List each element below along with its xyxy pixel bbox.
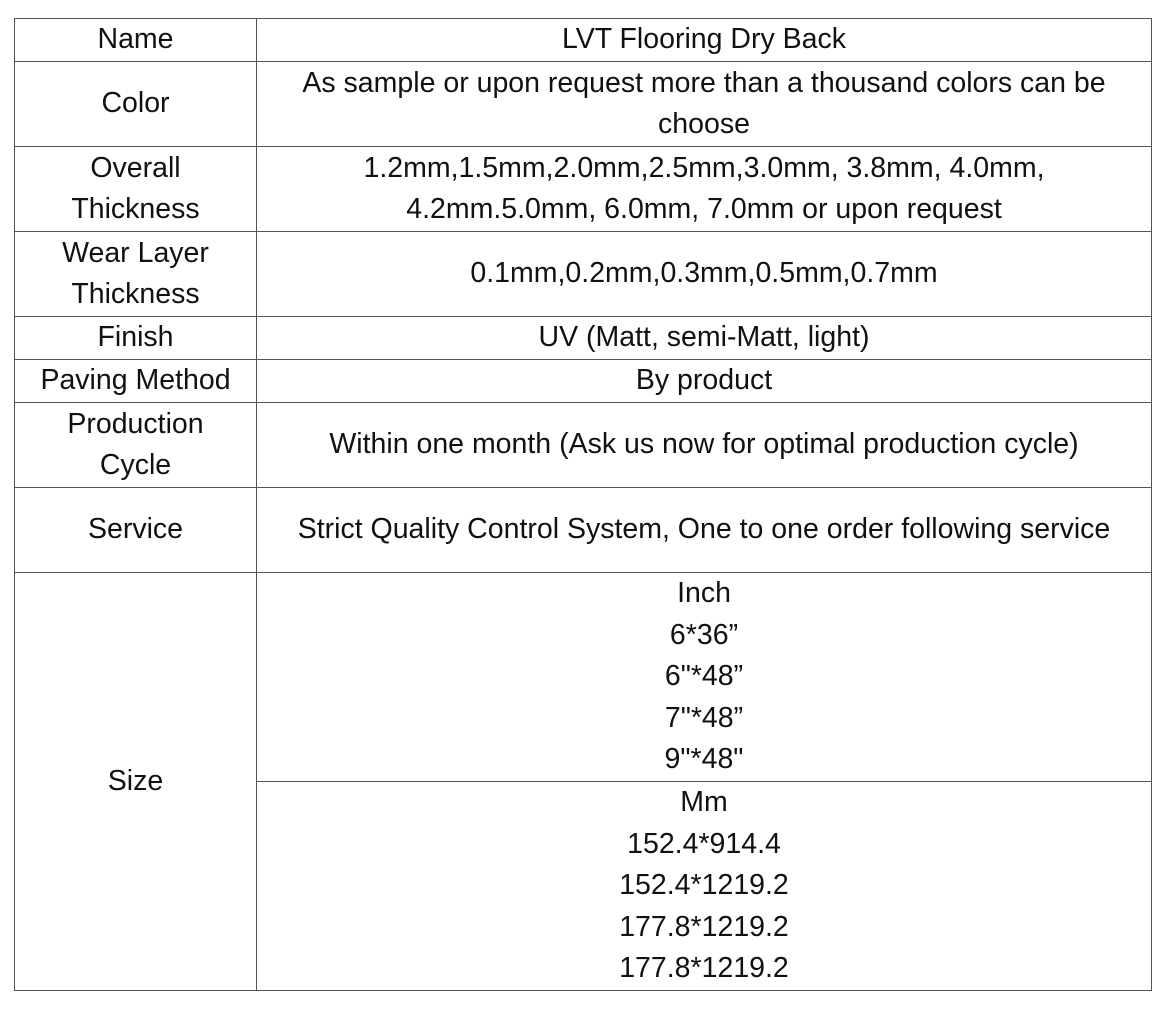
size-mm-cell [257, 782, 1152, 991]
size-value: 6"*48” [664, 660, 744, 693]
spec-value: 0.1mm,0.2mm,0.3mm,0.5mm,0.7mm [257, 232, 1152, 317]
spec-row-color [15, 62, 1152, 147]
size-value: 177.8*1219.2 [619, 952, 789, 985]
spec-label [15, 147, 257, 232]
spec-label: Finish [15, 317, 257, 360]
spec-value: UV (Matt, semi-Matt, light) [257, 317, 1152, 360]
spec-label-line: Production [67, 407, 204, 440]
spec-row-service [15, 488, 1152, 573]
spec-label: Service [15, 488, 257, 573]
spec-label-line: Wear Layer [62, 236, 209, 269]
size-value: 152.4*1219.2 [619, 869, 789, 902]
spec-value: By product [257, 360, 1152, 403]
spec-label-line: Cycle [99, 449, 172, 481]
spec-row-production-cycle [15, 403, 1152, 488]
size-value: 9"*48" [664, 743, 744, 776]
spec-label: Size [15, 573, 257, 991]
spec-value: Within one month (Ask us now for optimal production cycle) [257, 403, 1152, 488]
spec-label: Paving Method [15, 360, 257, 403]
spec-row-name [15, 19, 1152, 62]
spec-label: Color [15, 62, 257, 147]
spec-value: As sample or upon request more than a thousand colors can be choose [257, 62, 1152, 147]
spec-row-size-inch [15, 573, 1152, 782]
spec-row-wear-layer [15, 232, 1152, 317]
spec-label-line: Thickness [71, 193, 200, 225]
spec-value: LVT Flooring Dry Back [257, 19, 1152, 62]
size-value: 177.8*1219.2 [619, 910, 789, 943]
spec-value: Strict Quality Control System, One to one order following service [257, 488, 1152, 573]
size-heading: Inch [677, 577, 731, 610]
spec-row-paving-method [15, 360, 1152, 403]
spec-label-line: Thickness [71, 278, 200, 310]
size-value: 7"*48” [664, 701, 744, 734]
spec-label [15, 403, 257, 488]
spec-label-line: Overall [90, 151, 181, 184]
size-inch-cell [257, 573, 1152, 782]
size-value: 152.4*914.4 [627, 827, 781, 860]
spec-row-overall-thickness [15, 147, 1152, 232]
spec-label [15, 232, 257, 317]
size-heading: Mm [680, 786, 728, 819]
spec-value: 1.2mm,1.5mm,2.0mm,2.5mm,3.0mm, 3.8mm, 4.0mm, 4.2mm.5.0mm, 6.0mm, 7.0mm or upon request [257, 147, 1152, 232]
spec-label: Name [15, 19, 257, 62]
spec-row-finish [15, 317, 1152, 360]
size-value: 6*36” [669, 618, 739, 651]
product-spec-table [14, 18, 1152, 991]
